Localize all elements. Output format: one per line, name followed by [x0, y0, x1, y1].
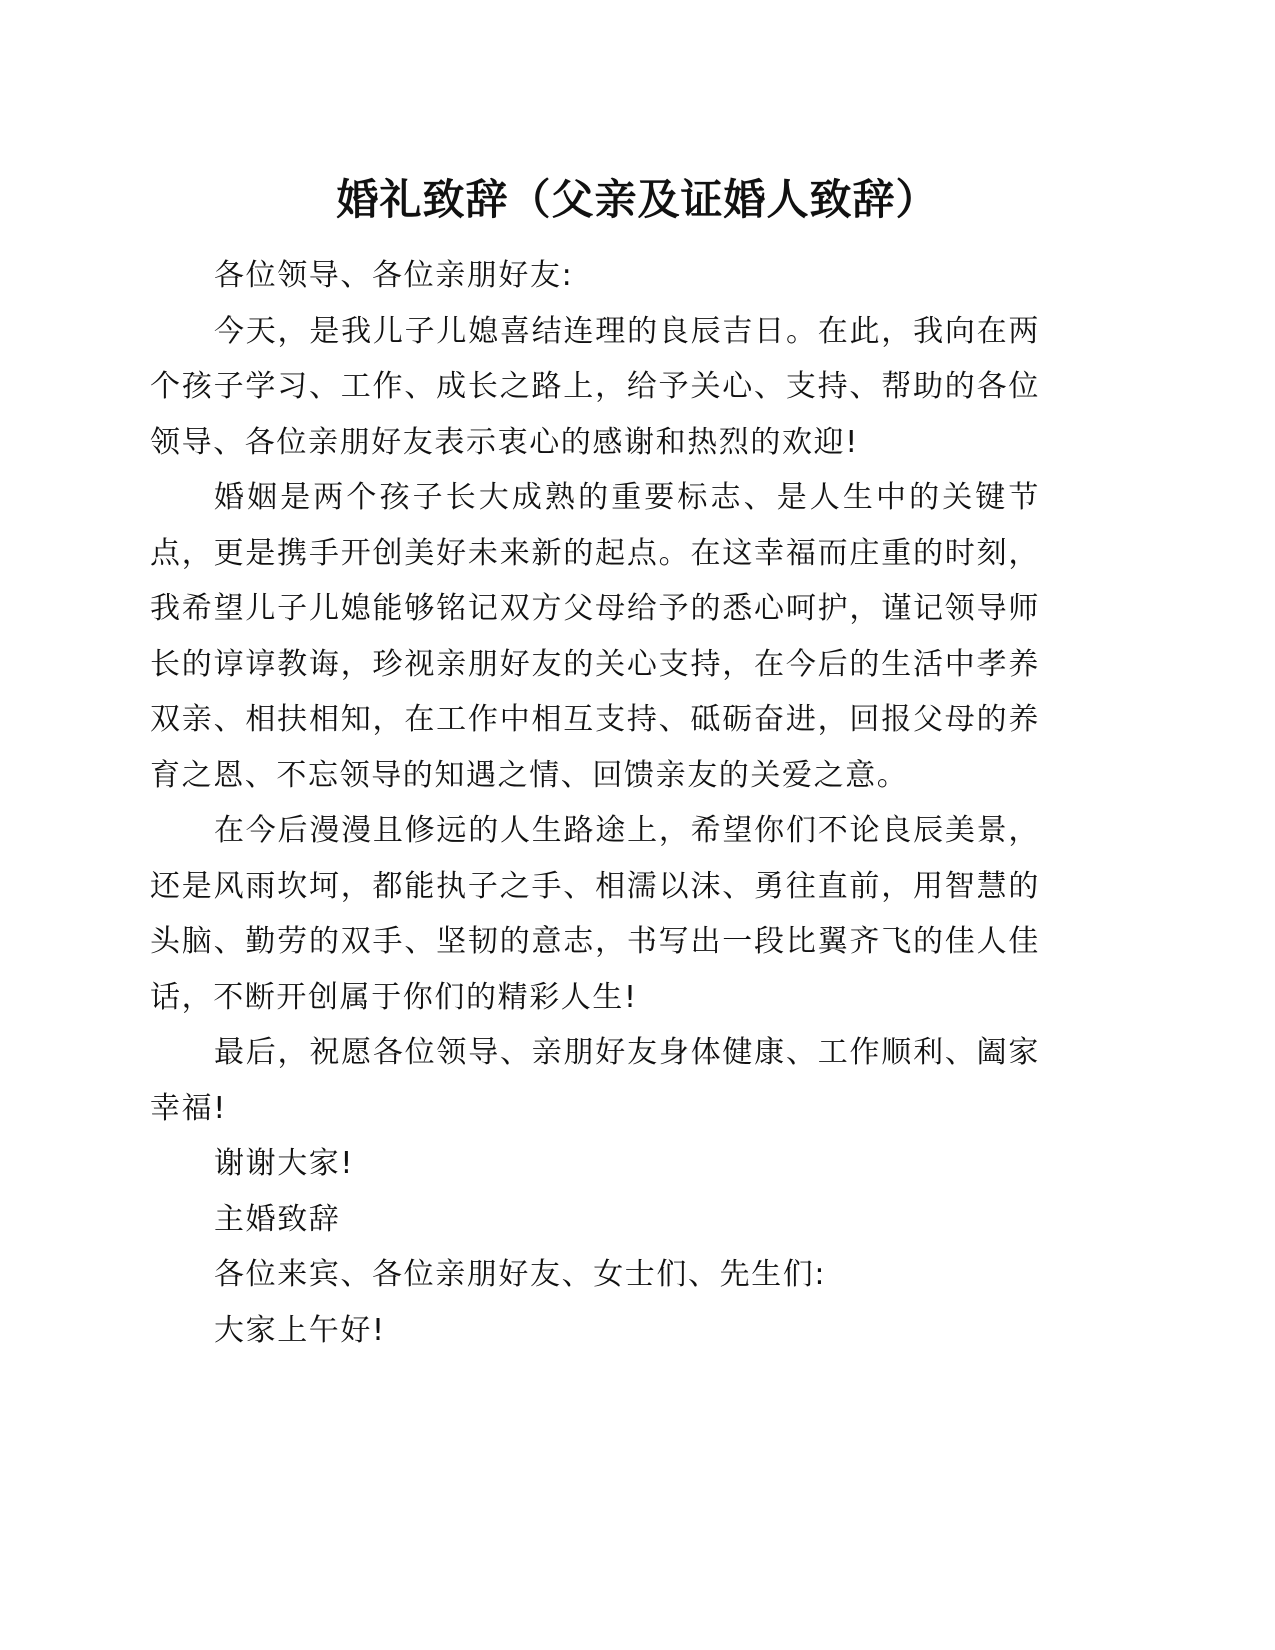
salutation-paragraph: 各位领导、各位亲朋好友: — [214, 258, 574, 293]
salutation-paragraph: 各位来宾、各位亲朋好友、女士们、先生们: — [214, 1257, 827, 1292]
section-heading: 主婚致辞 — [214, 1201, 341, 1237]
body-paragraph: 今天，是我儿子儿媳喜结连理的良辰吉日。在此，我向在两个孩子学习、工作、成长之路上，给予关心、支持、帮助的各位领导、各位亲朋好友表示衷心的感谢和热烈的欢迎! — [150, 313, 1040, 460]
body-paragraph: 最后，祝愿各位领导、亲朋好友身体健康、工作顺利、阖家幸福! — [150, 1035, 1040, 1126]
body-paragraph: 婚姻是两个孩子长大成熟的重要标志、是人生中的关键节点，更是携手开创美好未来新的起点。在这幸福而庄重的时刻，我希望儿子儿媳能够铭记双方父母给予的悉心呵护，谨记领导师长的谆谆教诲，珍视亲朋好友的关心支持，在今后的生活中孝养双亲、相扶相知，在工作中相互支持、砥砺奋进，回报父母的养育之恩、不忘领导的知遇之情、回馈亲友的关爱之意。 — [150, 480, 1040, 793]
greeting-paragraph: 大家上午好! — [214, 1312, 386, 1348]
document-body — [150, 248, 1040, 1358]
closing-paragraph: 谢谢大家! — [214, 1146, 355, 1181]
document-title: 婚礼致辞（父亲及证婚人致辞） — [336, 175, 939, 224]
body-paragraph: 在今后漫漫且修远的人生路途上，希望你们不论良辰美景，还是风雨坎坷，都能执子之手、相濡以沫、勇往直前，用智慧的头脑、勤劳的双手、坚韧的意志，书写出一段比翼齐飞的佳人佳话，不断开创属于你们的精彩人生! — [150, 813, 1040, 1015]
